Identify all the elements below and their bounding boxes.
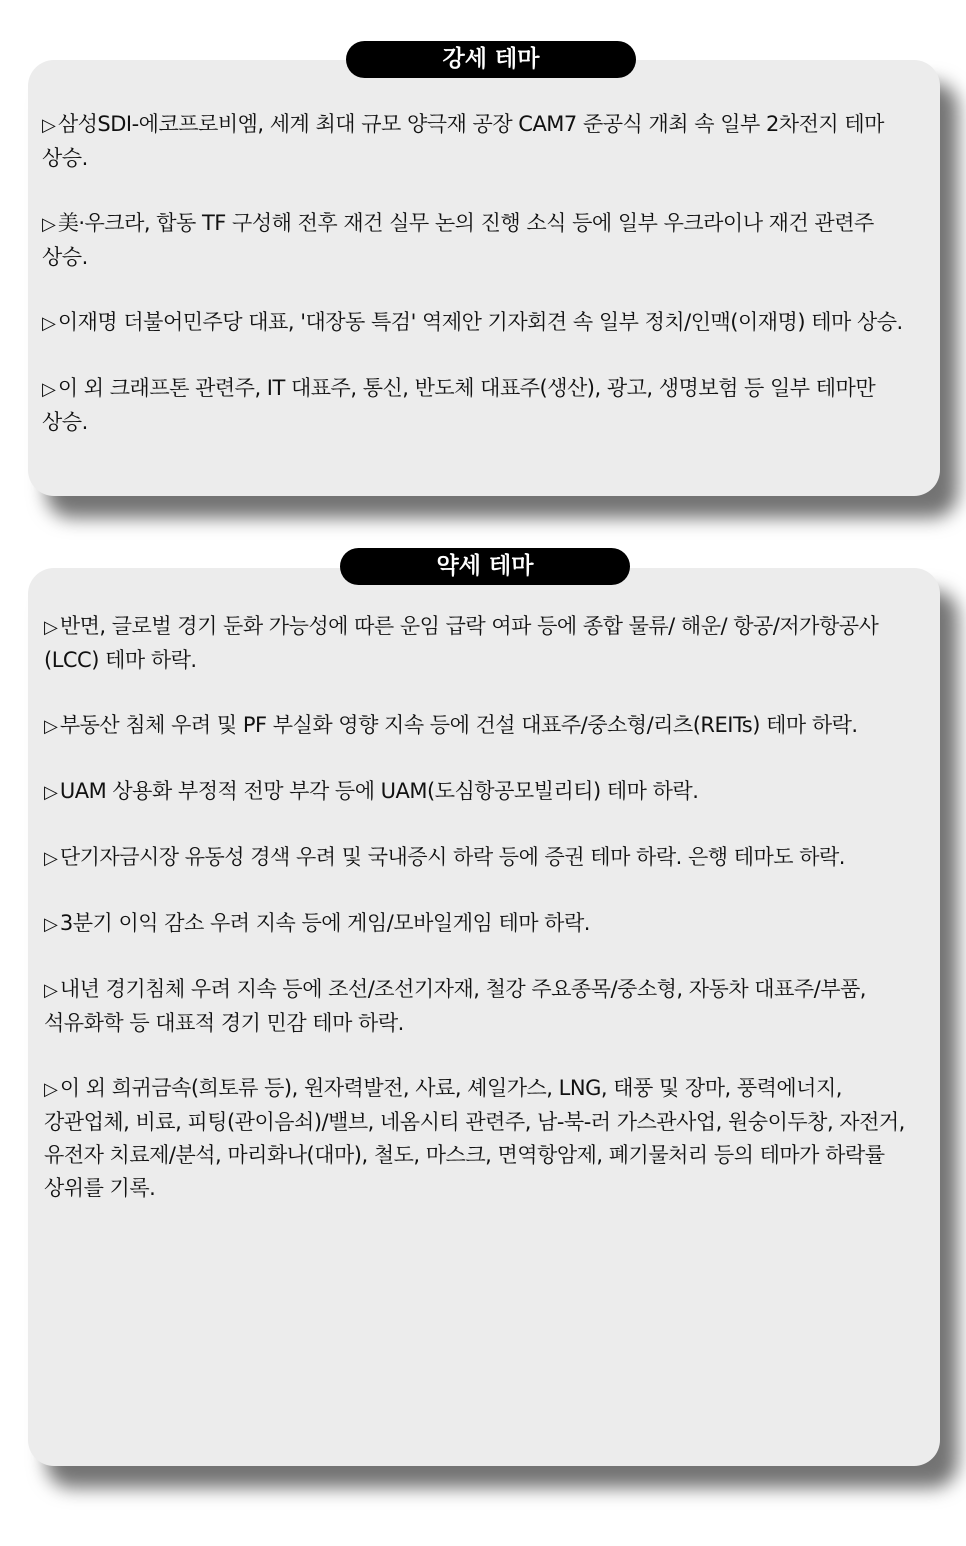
item-text: 단기자금시장 유동성 경색 우려 및 국내증시 하락 등에 증권 테마 하락. 은행 테마도 하락.: [59, 845, 845, 869]
item-text: 이재명 더불어민주당 대표, '대장동 특검' 역제안 기자회견 속 일부 정치/인맥(이재명) 테마 상승.: [57, 310, 903, 334]
item-text: UAM 상용화 부정적 전망 부각 등에 UAM(도심항공모빌리티) 테마 하락.: [59, 779, 699, 803]
weak-theme-title: 약세 테마: [340, 548, 630, 585]
triangle-bullet-icon: ▷: [44, 914, 58, 935]
triangle-bullet-icon: ▷: [42, 313, 56, 334]
item-text: 내년 경기침체 우려 지속 등에 조선/조선기자재, 철강 주요종목/중소형, 자동차 대표주/부품, 석유화학 등 대표적 경기 민감 테마 하락.: [44, 977, 866, 1035]
triangle-bullet-icon: ▷: [44, 782, 58, 803]
triangle-bullet-icon: ▷: [44, 617, 58, 638]
triangle-bullet-icon: ▷: [42, 379, 56, 400]
triangle-bullet-icon: ▷: [44, 1079, 58, 1100]
triangle-bullet-icon: ▷: [44, 716, 58, 737]
strong-theme-panel: [28, 60, 940, 496]
triangle-bullet-icon: ▷: [42, 115, 56, 136]
item-text: 부동산 침체 우려 및 PF 부실화 영향 지속 등에 건설 대표주/중소형/리츠(REITs) 테마 하락.: [59, 713, 858, 737]
item-text: 이 외 희귀금속(희토류 등), 원자력발전, 사료, 셰일가스, LNG, 태풍 및 장마, 풍력에너지, 강관업체, 비료, 피팅(관이음쇠)/밸브, 네옴시티 관련주, 남-북-러 가스관사업, 원숭이두창, 자전거, 유전자 치료제/분석, 마리화나(대마), 철도, 마스크, 면역항암제, 폐기물처리 등의 테마가 하락률 상위를 기록.: [44, 1076, 905, 1200]
strong-theme-title: 강세 테마: [346, 41, 636, 78]
item-text: 이 외 크래프톤 관련주, IT 대표주, 통신, 반도체 대표주(생산), 광고, 생명보험 등 일부 테마만 상승.: [42, 376, 876, 434]
weak-theme-item: [44, 973, 920, 1040]
weak-theme-item: [44, 1072, 920, 1205]
strong-theme-item: [42, 372, 920, 439]
triangle-bullet-icon: ▷: [44, 980, 58, 1001]
weak-theme-panel: [28, 568, 940, 1466]
strong-theme-item: [42, 306, 920, 340]
item-text: 3분기 이익 감소 우려 지속 등에 게임/모바일게임 테마 하락.: [59, 911, 590, 935]
triangle-bullet-icon: ▷: [42, 214, 56, 235]
item-text: 반면, 글로벌 경기 둔화 가능성에 따른 운임 급락 여파 등에 종합 물류/ 해운/ 항공/저가항공사(LCC) 테마 하락.: [44, 614, 879, 672]
strong-theme-item: [42, 108, 920, 175]
weak-theme-item: [44, 841, 920, 875]
item-text: 美·우크라, 합동 TF 구성해 전후 재건 실무 논의 진행 소식 등에 일부 우크라이나 재건 관련주 상승.: [42, 211, 874, 269]
weak-theme-item: [44, 610, 920, 677]
weak-theme-item: [44, 775, 920, 809]
triangle-bullet-icon: ▷: [44, 848, 58, 869]
weak-theme-item: [44, 709, 920, 743]
item-text: 삼성SDI-에코프로비엠, 세계 최대 규모 양극재 공장 CAM7 준공식 개최 속 일부 2차전지 테마 상승.: [42, 112, 884, 170]
strong-theme-item: [42, 207, 920, 274]
weak-theme-item: [44, 907, 920, 941]
